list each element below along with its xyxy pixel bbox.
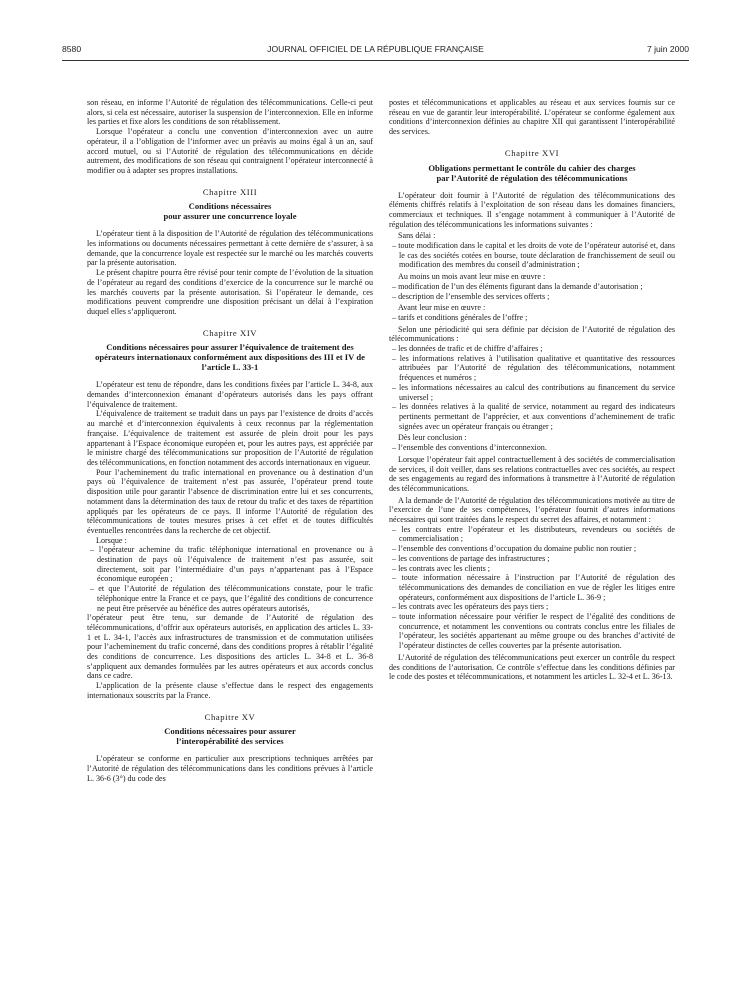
dash-list [389,282,675,301]
list-item: – modification de l’un des éléments figurant dans la demande d’autorisation ; [392,281,643,291]
list-item: – toute information nécessaire à l’instruction par l’Autorité de régulation des télécommunications des demandes de conciliation en vue de régler les litiges entre opérateurs, conformément aux dispositions de l’article L. 36-9 ; [392,573,675,602]
list-item: – description de l’ensemble des services offerts ; [392,291,550,301]
paragraph: L’opérateur tient à la disposition de l’Autorité de régulation des télécommunications les informations ou documents nécessaires permettant à cette dernière de s’assurer, à sa demande, que la concurrence loyale est respectée sur le marché ou les marchés couverts par la présente autorisation. [87,229,373,268]
list-item: – les conventions de partage des infrastructures ; [392,553,550,563]
chapter-heading: Chapitre XIII [202,186,258,197]
chapter-title: Conditions nécessaires pour assurer une concurrence loyale [163,201,297,222]
list-item: – et que l’Autorité de régulation des télécommunications constate, pour le trafic téléphonique entre la France et ce pays, que l’égalité des conditions de concurrence ne peut être préservée au bénéfice des autres opérateurs autorisés, [90,584,373,613]
chapter-heading: Chapitre XV [204,711,256,722]
chapter-heading: Chapitre XVI [504,147,560,158]
issue-date: 7 juin 2000 [646,44,689,54]
list-item: – les données de trafic et de chiffre d’affaires ; [392,344,543,354]
paragraph: Avant leur mise en œuvre : [398,303,486,313]
list-item: – l’ensemble des conventions d’interconnexion. [392,443,547,453]
paragraph: Pour l’acheminement du trafic international en provenance ou à destination d’un pays où l’équivalence de traitement n’est pas assurée, l’opérateur prend toute disposition utile pour garantir l’absence de discrimination entre lui et ses concurrents, notamment dans la détermination des taux de retour du trafic et des taxes de répartition appliqués par les opérateurs de ce pays. Il informe l’Autorité de régulation des télécommunications de toutes mesures prises à cet effet et de toutes difficultés éventuelles rencontrées dans la recherche de cet objectif. [87,467,373,535]
chapter-heading: Chapitre XIV [202,327,258,338]
paragraph: l’opérateur peut être tenu, sur demande de l’Autorité de régulation des télécommunications, d’offrir aux opérateurs autorisés, en application des articles L. 33-1 et L. 34-1, l’accès aux infrastructures de transmission et de commutation utilisées pour l’acheminement du trafic concerné, dans des conditions propres à rétablir l’égalité des conditions de concurrence. Les dispositions des articles L. 34-8 et L. 36-8 s’appliquent aux demandes formulées par les autres opérateurs et aux accords conclus dans ce cadre. [87,613,373,681]
chapter-title: Obligations permettant le contrôle du cahier des charges par l’Autorité de régulation des télécommunications [428,162,636,183]
paragraph: L’équivalence de traitement se traduit dans un pays par l’existence de droits d’accès au marché et d’interconnexion équivalents à ceux reconnus par la réglementation française. L’équivalence de traitement est assurée de plein droit pour les pays appartenant à l’Espace économique européen et, pour les autres pays, est appréciée par le ministre chargé des télécommunications sur proposition de l’Autorité de régulation des télécommunications, en fonction notamment des accords internationaux en vigueur. [87,409,373,467]
paragraph: Lorsque l’opérateur fait appel contractuellement à des sociétés de commercialisation de services, il doit veiller, dans ses relations contractuelles avec ces sociétés, au respect de ses engagements au regard des informations à transmettre à l’Autorité de régulation des télécommunications. [389,454,675,493]
dash-list [389,241,675,270]
list-item: – l’ensemble des conventions d’occupation du domaine public non routier ; [392,544,637,554]
list-item: – les informations relatives à l’utilisation qualitative et quantitative des ressources attribuées par l’Autorité de régulation des télécommunications, notamment fréquences et numéros ; [392,353,675,383]
paragraph: L’application de la présente clause s’effectue dans le respect des engagements internationaux souscrits par la France. [87,681,373,700]
list-item: – les données relatives à la qualité de service, notamment au regard des indicateurs pertinents permettant de l’apprécier, et aux conventions d’acheminement de trafic signées avec un opérateur français ou étranger ; [392,402,675,431]
paragraph: Dès leur conclusion : [398,433,467,443]
paragraph: Sans délai : [398,231,436,241]
journal-title: JOURNAL OFFICIEL DE LA RÉPUBLIQUE FRANÇAISE [267,44,484,54]
dash-list [389,525,675,651]
list-item: – les contrats avec les opérateurs des pays tiers ; [392,602,549,612]
chapter-title: Conditions nécessaires pour assurer l’équivalence de traitement des opérateurs internationaux conformément aux dispositions des III et IV de l’article L. 33-1 [95,342,365,373]
dash-list [389,344,675,431]
paragraph: Le présent chapitre pourra être révisé pour tenir compte de l’évolution de la situation de l’opérateur au regard des conditions d’exercice de la concurrence sur le marché ou les marchés couverts par la présente autorisation. Si l’opérateur le demande, ces modifications peuvent comprendre une disposition précisant un délai à l’expiration duquel elles s’appliqueront. [87,268,373,316]
paragraph: son réseau, en informe l’Autorité de régulation des télécommunications. Celle-ci peut alors, si cela est nécessaire, autoriser la suspension de l’interconnexion. Elle en informe les parties et fixe alors les conditions de son rétablissement. [87,98,373,127]
paragraph: Lorsque l’opérateur a conclu une convention d’interconnexion avec un autre opérateur, il a l’obligation de l’informer avec un préavis au moins égal à un an, sauf accord mutuel, ou si l’Autorité de régulation des télécommunications en décide autrement, des modifications de son réseau qui contraignent l’opérateur interconnecté à modifier ou à adapter ses propres installations. [87,127,373,175]
paragraph: L’Autorité de régulation des télécommunications peut exercer un contrôle du respect des conditions de l’autorisation. Ce contrôle s’effectue dans les conditions définies par le code des postes et télécommunications, et notamment les articles L. 32-4 et L. 36-13. [389,652,675,682]
chapter-title: Conditions nécessaires pour assurer l’interopérabilité des services [164,726,296,747]
paragraph: Au moins un mois avant leur mise en œuvre : [398,272,546,282]
left-column [87,98,373,958]
list-item: – les informations nécessaires au calcul des contributions au financement du service universel ; [392,382,675,402]
paragraph: L’opérateur est tenu de répondre, dans les conditions fixées par l’article L. 34-8, aux demandes d’interconnexion émanant d’opérateurs autorisés dans les pays offrant l’équivalence de traitement. [87,380,373,409]
dash-list [389,443,675,453]
page-number: 8580 [62,44,82,54]
list-item: – tarifs et conditions générales de l’offre ; [392,312,528,322]
header-rule [62,60,689,61]
paragraph: L’opérateur se conforme en particulier aux prescriptions techniques arrêtées par l’Autorité de régulation des télécommunications dans les conditions prévues à l’article L. 36-6 (3°) du code des [87,754,373,783]
list-item: – les contrats avec les clients ; [392,563,490,573]
paragraph: postes et télécommunications et applicables au réseau et aux services fournis sur ce réseau en vue de garantir leur interopérabilité. L’opérateur se conforme également aux conditions d’interconnexion définies au chapitre XII qui garantissent l’interopérabilité des services. [389,98,675,137]
paragraph: A la demande de l’Autorité de régulation des télécommunications motivée au titre de l’exercice de l’une de ses compétences, l’opérateur fournit d’autres informations nécessaires qui sont traitées dans le respect du secret des affaires, et notamment : [389,495,675,525]
dash-list [389,313,675,323]
running-head [62,44,689,58]
list-item: – toute information nécessaire pour vérifier le respect de l’égalité des conditions de concurrence, et notamment les conventions ou contrats conclus entre les filiales de l’opérateur, les sociétés appartenant au même groupe ou des branches d’activité de l’opérateur distinctes de celles couvertes par la présente autorisation. [392,612,675,651]
right-column [389,98,675,958]
list-item: – l’opérateur achemine du trafic téléphonique international en provenance ou à destination de pays où l’équivalence de traitement n’est pas assurée, soit directement, soit par l’intermédiaire d’un pays n’appartenant pas à l’Espace économique européen ; [90,545,373,584]
paragraph: Selon une périodicité qui sera définie par décision de l’Autorité de régulation des télécommunications : [389,324,675,344]
paragraph: L’opérateur doit fournir à l’Autorité de régulation des télécommunications des éléments chiffrés relatifs à l’exploitation de son réseau dans les domaines financiers, commerciaux et techniques. Il s’engage notamment à communiquer à l’Autorité de régulation des télécommunications les informations suivantes : [389,190,675,229]
dash-list [87,545,373,613]
paragraph: Lorsque : [96,535,127,545]
list-item: – les contrats entre l’opérateur et les distributeurs, revendeurs ou sociétés de commercialisation ; [392,524,675,544]
list-item: – toute modification dans le capital et les droits de vote de l’opérateur autorisé et, dans le cas des sociétés cotées en bourse, toute déclaration de franchissement de seuil ou modification des membres du conseil d’administration ; [392,241,675,270]
